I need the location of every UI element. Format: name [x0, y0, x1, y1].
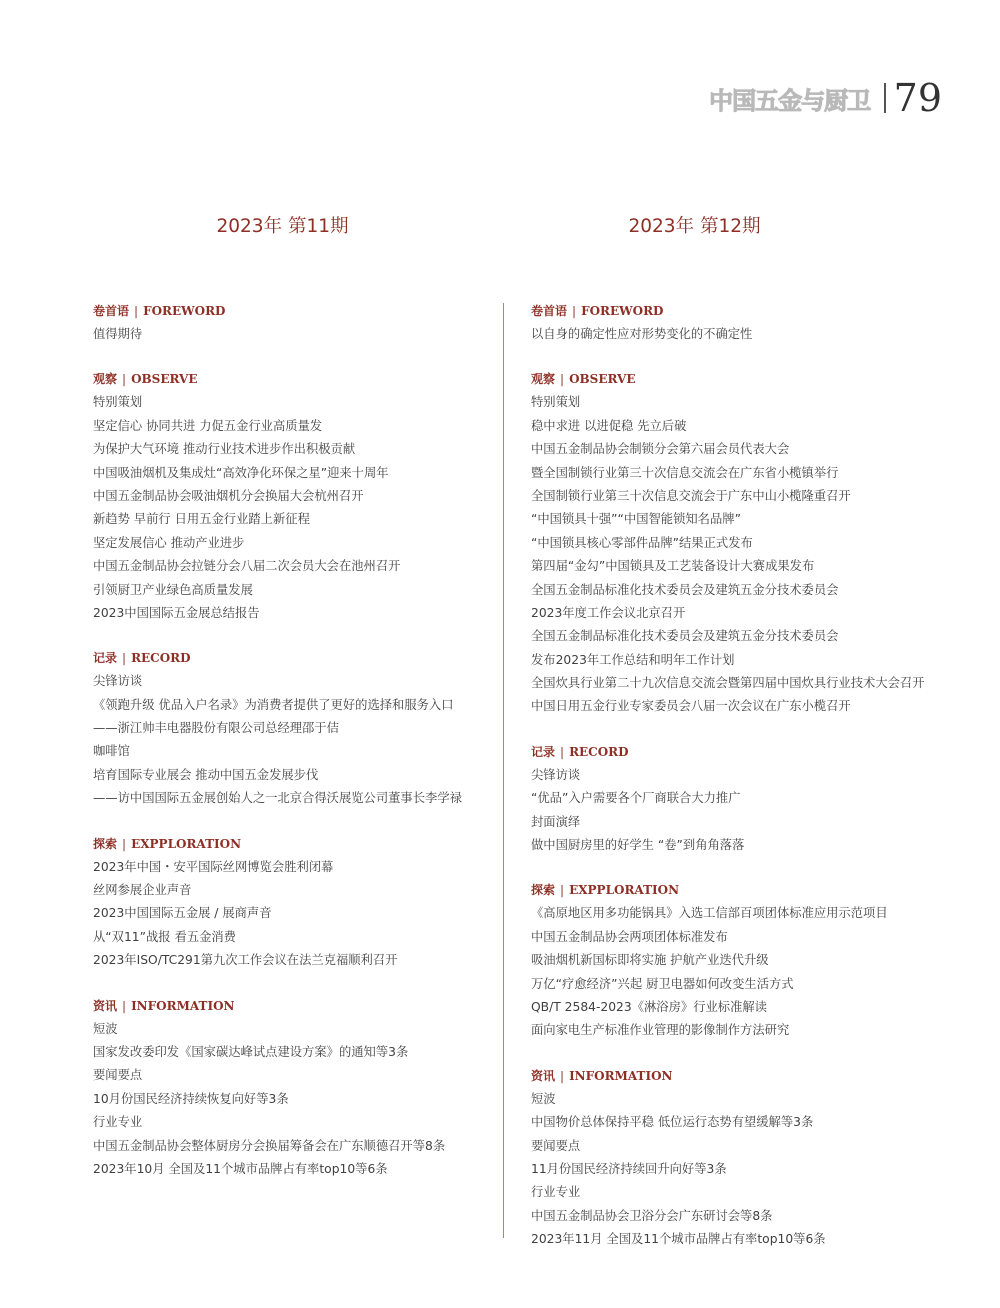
section-heading: [531, 1066, 951, 1086]
toc-section-observe: [531, 369, 951, 718]
section-heading: [93, 834, 493, 854]
toc-entry: 全国制锁行业第三十次信息交流会于广东中山小榄隆重召开: [531, 488, 851, 503]
toc-column-issue-11: [93, 301, 493, 1204]
section-heading-en: RECORD: [569, 744, 629, 759]
section-heading-en: EXPPLORATION: [569, 883, 680, 898]
section-heading-en: INFORMATION: [131, 998, 235, 1013]
toc-entry: 新趋势 早前行 日用五金行业踏上新征程: [93, 512, 310, 527]
section-heading-separator: |: [560, 1068, 565, 1083]
toc-entry: 2023中国国际五金展 / 展商声音: [93, 906, 272, 921]
section-heading-cn: 卷首语: [93, 304, 130, 318]
toc-entry: 培育国际专业展会 推动中国五金发展步伐: [93, 767, 319, 782]
section-heading: [93, 996, 493, 1016]
toc-entry: 坚定发展信心 推动产业进步: [93, 535, 245, 550]
section-heading: [531, 369, 951, 389]
toc-entry: 要闻要点: [93, 1068, 143, 1083]
toc-entry: 第四届“金勾”中国锁具及工艺装备设计大赛成果发布: [531, 559, 815, 574]
section-heading-cn: 资讯: [93, 998, 118, 1013]
magazine-title: 中国五金与厨卫: [709, 86, 871, 115]
toc-section-foreword: [531, 301, 951, 346]
toc-entry: 引领厨卫产业绿色高质量发展: [93, 582, 253, 597]
section-heading-separator: |: [560, 744, 565, 759]
section-heading: [93, 648, 493, 668]
section-heading-separator: |: [122, 651, 127, 666]
toc-entry: 尖锋访谈: [531, 767, 581, 782]
toc-section-expploration: [93, 834, 493, 973]
issue-title-11: 2023年 第11期: [216, 216, 349, 237]
toc-section-foreword: [93, 301, 493, 346]
section-heading: [93, 301, 493, 321]
toc-entry: 2023年ISO/TC291第九次工作会议在法兰克福顺利召开: [93, 953, 398, 968]
section-heading-en: OBSERVE: [569, 372, 636, 387]
toc-entry: 国家发改委印发《国家碳达峰试点建设方案》的通知等3条: [93, 1044, 409, 1059]
section-heading-cn: 探索: [531, 883, 556, 898]
toc-entry: 全国炊具行业第二十九次信息交流会暨第四届中国炊具行业技术大会召开: [531, 676, 925, 691]
toc-section-information: [93, 996, 493, 1182]
toc-section-record: [531, 742, 951, 858]
toc-section-observe: [93, 369, 493, 625]
section-heading-cn: 记录: [531, 744, 556, 759]
header-divider: [884, 83, 886, 113]
section-heading: [93, 369, 493, 389]
toc-entry: 2023年11月 全国及11个城市品牌占有率top10等6条: [531, 1232, 826, 1247]
section-heading-en: FOREWORD: [581, 304, 664, 318]
toc-entry: 行业专业: [93, 1115, 143, 1130]
column-divider: [503, 303, 504, 1238]
toc-entry: 2023年度工作会议北京召开: [531, 605, 686, 620]
toc-section-information: [531, 1066, 951, 1252]
toc-entry: 中国日用五金行业专家委员会八届一次会议在广东小榄召开: [531, 699, 851, 714]
section-heading-separator: |: [134, 304, 139, 318]
section-heading-en: OBSERVE: [131, 372, 198, 387]
section-heading-en: RECORD: [131, 651, 191, 666]
issue-title-12: 2023年 第12期: [628, 216, 761, 237]
toc-entry: 要闻要点: [531, 1138, 581, 1153]
section-heading-cn: 观察: [93, 372, 118, 387]
toc-entry: 行业专业: [531, 1185, 581, 1200]
toc-entry: “优品”入户需要各个厂商联合大力推广: [531, 791, 741, 806]
toc-entry: 中国吸油烟机及集成灶“高效净化环保之星”迎来十周年: [93, 465, 389, 480]
section-heading-separator: |: [122, 372, 127, 387]
toc-entry: 11月份国民经济持续回升向好等3条: [531, 1161, 727, 1176]
toc-entry: “中国锁具十强”“中国智能锁知名品牌”: [531, 512, 741, 527]
toc-entry: 2023年10月 全国及11个城市品牌占有率top10等6条: [93, 1161, 388, 1176]
toc-entry: 《领跑升级 优品入户名录》为消费者提供了更好的选择和服务入口: [93, 697, 454, 712]
page-number: 79: [893, 76, 942, 120]
toc-entry: 中国五金制品协会两项团体标准发布: [531, 929, 728, 944]
toc-entry: 中国物价总体保持平稳 低位运行态势有望缓解等3条: [531, 1115, 814, 1130]
toc-entry: 短波: [93, 1021, 118, 1036]
toc-entry: 《高原地区用多功能锅具》入选工信部百项团体标准应用示范项目: [531, 906, 888, 921]
section-heading-cn: 卷首语: [531, 304, 568, 318]
section-heading-cn: 探索: [93, 836, 118, 851]
toc-entry: 做中国厨房里的好学生 “卷”到角角落落: [531, 838, 745, 853]
toc-entry: 吸油烟机新国标即将实施 护航产业迭代升级: [531, 953, 769, 968]
toc-section-record: [93, 648, 493, 810]
toc-entry: 坚定信心 协同共进 力促五金行业高质量发: [93, 418, 323, 433]
toc-entry: 特别策划: [531, 395, 581, 410]
toc-column-issue-12: [531, 301, 951, 1275]
section-heading-separator: |: [122, 836, 127, 851]
section-heading-en: EXPPLORATION: [131, 836, 242, 851]
toc-entry: 特别策划: [93, 395, 143, 410]
section-heading-separator: |: [560, 883, 565, 898]
toc-entry: 以自身的确定性应对形势变化的不确定性: [531, 327, 753, 341]
section-heading-cn: 观察: [531, 372, 556, 387]
toc-entry: 值得期待: [93, 327, 143, 341]
toc-entry: 全国五金制品标准化技术委员会及建筑五金分技术委员会: [531, 629, 839, 644]
toc-entry: QB/T 2584-2023《淋浴房》行业标准解读: [531, 999, 767, 1014]
toc-section-expploration: [531, 880, 951, 1042]
toc-entry: ——访中国国际五金展创始人之一北京合得沃展览公司董事长李学禄: [93, 791, 462, 806]
section-heading-separator: |: [122, 998, 127, 1013]
toc-entry: 为保护大气环境 推动行业技术进步作出积极贡献: [93, 442, 356, 457]
toc-entry: 封面演绎: [531, 814, 581, 829]
toc-entry: 中国五金制品协会拉链分会八届二次会员大会在池州召开: [93, 559, 401, 574]
toc-entry: “中国锁具核心零部件品牌”结果正式发布: [531, 535, 753, 550]
toc-entry: 2023中国国际五金展总结报告: [93, 605, 260, 620]
toc-entry: 发布2023年工作总结和明年工作计划: [531, 652, 735, 667]
section-heading: [531, 742, 951, 762]
toc-entry: 中国五金制品协会整体厨房分会换届筹备会在广东顺德召开等8条: [93, 1138, 446, 1153]
toc-entry: 10月份国民经济持续恢复向好等3条: [93, 1091, 289, 1106]
toc-entry: ——浙江帅丰电器股份有限公司总经理邵于佶: [93, 721, 339, 736]
toc-entry: 2023年中国・安平国际丝网博览会胜利闭幕: [93, 859, 334, 874]
toc-entry: 暨全国制锁行业第三十次信息交流会在广东省小榄镇举行: [531, 465, 839, 480]
section-heading: [531, 301, 951, 321]
section-heading-separator: |: [560, 372, 565, 387]
section-heading-cn: 记录: [93, 651, 118, 666]
toc-entry: 面向家电生产标准作业管理的影像制作方法研究: [531, 1023, 790, 1038]
section-heading-en: INFORMATION: [569, 1068, 673, 1083]
toc-entry: 全国五金制品标准化技术委员会及建筑五金分技术委员会: [531, 582, 839, 597]
section-heading: [531, 880, 951, 900]
section-heading-en: FOREWORD: [143, 304, 226, 318]
section-heading-separator: |: [572, 304, 577, 318]
toc-entry: 万亿“疗愈经济”兴起 厨卫电器如何改变生活方式: [531, 976, 794, 991]
toc-entry: 中国五金制品协会吸油烟机分会换届大会杭州召开: [93, 488, 364, 503]
toc-entry: 从“双11”战报 看五金消费: [93, 929, 236, 944]
toc-entry: 咖啡馆: [93, 744, 130, 759]
toc-entry: 尖锋访谈: [93, 674, 143, 689]
toc-entry: 稳中求进 以进促稳 先立后破: [531, 418, 687, 433]
toc-entry: 中国五金制品协会制锁分会第六届会员代表大会: [531, 442, 790, 457]
toc-entry: 短波: [531, 1091, 556, 1106]
toc-entry: 丝网参展企业声音: [93, 883, 192, 898]
section-heading-cn: 资讯: [531, 1068, 556, 1083]
page-header: [709, 78, 942, 118]
toc-entry: 中国五金制品协会卫浴分会广东研讨会等8条: [531, 1208, 773, 1223]
